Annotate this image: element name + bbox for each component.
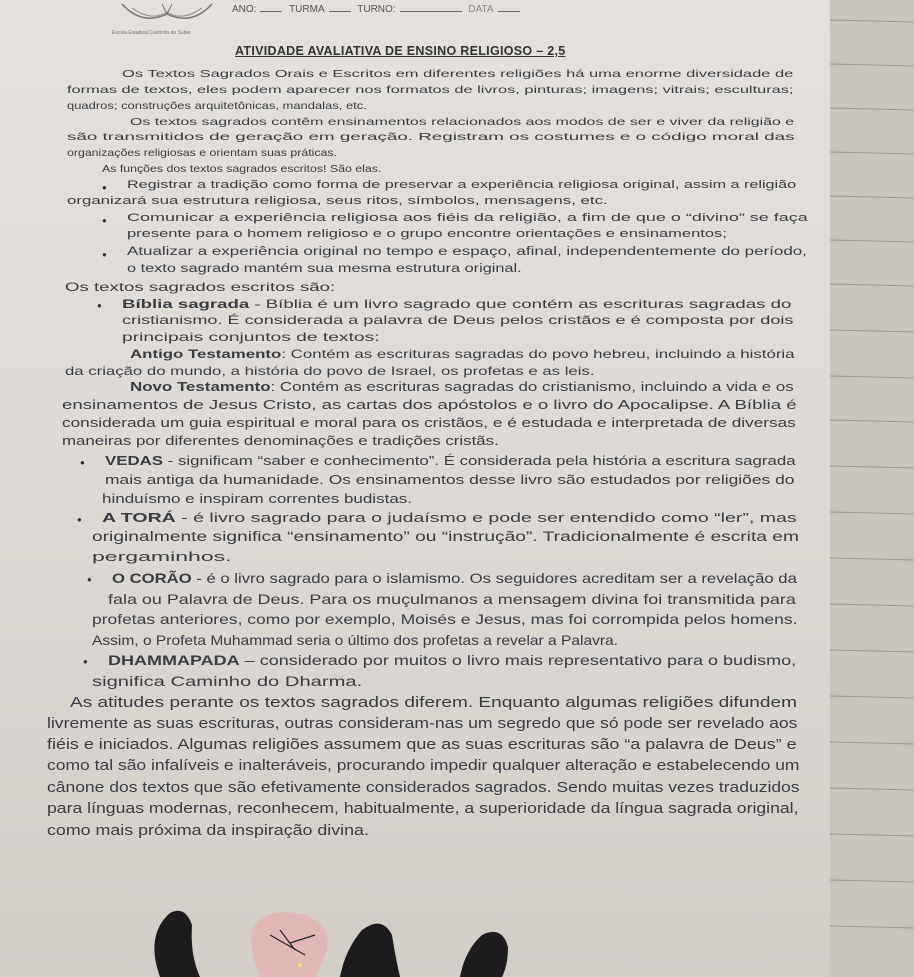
term-label: A TORÁ xyxy=(102,510,176,525)
text-line: Comunicar a experiência religiosa aos fiéis da religião, a fim de que o “divino” se faça xyxy=(127,212,808,224)
text-line: presente para o homem religioso e o grupo encontre orientações e ensinamentos; xyxy=(127,228,727,240)
text-line: para línguas modernas, reconhecem, habitualmente, a superioridade da língua sagrada original, xyxy=(47,800,799,817)
text-line: originalmente significa “ensinamento” ou “instrução”. Tradicionalmente é escrita em xyxy=(92,529,799,544)
bullet-icon: ● xyxy=(102,182,107,192)
text-line: Os textos sagrados contêm ensinamentos relacionados aos modos de ser e viver da religião e xyxy=(130,116,795,128)
bullet-icon: ● xyxy=(77,514,82,524)
bullet-icon: ● xyxy=(102,215,107,225)
text-line xyxy=(112,570,797,586)
text-line: pergaminhos. xyxy=(92,549,232,564)
turno-label: TURNO: xyxy=(357,4,396,15)
bullet-icon: ● xyxy=(83,656,88,666)
text-line: o texto sagrado mantém sua mesma estrutura original. xyxy=(127,263,522,275)
text-line xyxy=(130,347,795,361)
text-line: como mais próxima da inspiração divina. xyxy=(47,822,369,839)
turma-label: TURMA xyxy=(289,4,325,15)
term-description: : Contém as escrituras sagradas do povo hebreu, incluindo a história xyxy=(281,347,795,361)
text-line: significa Caminho do Dharma. xyxy=(92,673,363,689)
term-description: - é livro sagrado para o judaísmo e pode ser entendido como “ler”, mas xyxy=(175,510,797,525)
data-label: DATA xyxy=(468,4,494,15)
term-description: - Bíblia é um livro sagrado que contém as escrituras sagradas do xyxy=(249,297,792,311)
term-label: VEDAS xyxy=(105,453,164,468)
text-line: Os textos sagrados escritos são: xyxy=(65,280,336,294)
fingernails-photo xyxy=(130,895,580,977)
school-logo xyxy=(112,0,222,30)
term-label: DHAMMAPADA xyxy=(108,652,240,668)
notebook-edge xyxy=(830,0,914,977)
term-description: : Contém as escrituras sagradas do cristianismo, incluindo a vida e os xyxy=(270,380,794,394)
text-line xyxy=(105,453,796,468)
term-description: – considerado por muitos o livro mais representativo para o budismo, xyxy=(239,652,797,668)
text-line: principais conjuntos de textos: xyxy=(122,330,380,344)
page-title: ATIVIDADE AVALIATIVA DE ENSINO RELIGIOSO – 2,5 xyxy=(235,44,566,58)
text-line xyxy=(108,652,796,668)
school-logo-text: Escola Estadual Cantinho do Saber xyxy=(112,30,191,36)
text-line: organizações religiosas e orientam suas práticas. xyxy=(67,147,337,159)
text-line: são transmitidos de geração em geração. Registram os costumes e o código moral das xyxy=(67,131,795,143)
text-line: As atitudes perante os textos sagrados diferem. Enquanto algumas religiões difundem xyxy=(70,694,797,711)
text-line: fala ou Palavra de Deus. Para os muçulmanos a mensagem divina foi transmitida para xyxy=(108,591,796,607)
ano-field[interactable] xyxy=(260,11,282,12)
term-label: Bíblia sagrada xyxy=(122,297,250,311)
term-label: O CORÃO xyxy=(112,570,192,586)
text-line: Atualizar a experiência original no tempo e espaço, afinal, independentemente do período, xyxy=(127,246,807,258)
header-fields xyxy=(232,4,524,15)
text-line: como tal são infalíveis e inalteráveis, procurando impedir qualquer alteração e estabelecendo um xyxy=(47,757,800,774)
text-line: cristianismo. É considerada a palavra de Deus pelos cristãos e é composta por dois xyxy=(122,313,794,327)
text-line: hinduísmo e inspiram correntes budistas. xyxy=(102,491,413,506)
text-line: cânone dos textos que são efetivamente considerados sagrados. Sendo muitas vezes traduzidos xyxy=(47,779,800,796)
text-line xyxy=(102,510,797,525)
bullet-icon: ● xyxy=(102,250,107,260)
text-line: Os Textos Sagrados Orais e Escritos em diferentes religiões há uma enorme diversidade de xyxy=(122,68,794,80)
text-line xyxy=(130,380,794,394)
turno-field[interactable] xyxy=(400,11,462,12)
bullet-icon: ● xyxy=(97,301,102,311)
text-line: considerada um guia espiritual e moral para os cristãos, e é estudada e interpretada de diversas xyxy=(62,416,796,430)
data-field[interactable] xyxy=(498,11,520,12)
term-description: - significam “saber e conhecimento”. É considerada pela história a escritura sagrada xyxy=(163,453,796,468)
text-line: formas de textos, eles podem aparecer nos formatos de livros, pinturas; imagens; vitrais; esculturas; xyxy=(67,84,794,96)
text-line: organizará sua estrutura religiosa, seus ritos, símbolos, mensagens, etc. xyxy=(67,195,608,207)
text-line: As funções dos textos sagrados escritos! São elas. xyxy=(102,163,382,175)
ano-label: ANO: xyxy=(232,4,257,15)
text-line: livremente as suas escrituras, outras consideram-nas um segredo que só pode ser revelado aos xyxy=(47,715,798,732)
turma-field[interactable] xyxy=(329,11,351,12)
term-description: - é o livro sagrado para o islamismo. Os seguidores acreditam ser a revelação da xyxy=(191,570,797,586)
text-line: profetas anteriores, como por exemplo, Moisés e Jesus, mas foi corrompida pelos homens. xyxy=(92,611,798,627)
text-line: fiéis e iniciados. Algumas religiões assumem que as suas escrituras são “a palavra de Deus” e xyxy=(47,736,797,753)
text-line: Registrar a tradição como forma de preservar a experiência religiosa original, assim a religião xyxy=(127,179,797,191)
text-line: maneiras por diferentes denominações e tradições cristãs. xyxy=(62,434,499,448)
text-line xyxy=(122,297,791,311)
text-line: da criação do mundo, a história do povo de Israel, os profetas e as leis. xyxy=(65,364,595,378)
bullet-icon: ● xyxy=(80,457,85,467)
term-label: Novo Testamento xyxy=(130,380,271,394)
bullet-icon: ● xyxy=(87,574,92,584)
term-label: Antigo Testamento xyxy=(130,347,282,361)
text-line: ensinamentos de Jesus Cristo, as cartas dos apóstolos e o livro do Apocalipse. A Bíblia é xyxy=(62,398,797,412)
text-line: mais antiga da humanidade. Os ensinamentos desse livro são estudados por religiões do xyxy=(105,472,795,487)
text-line: Assim, o Profeta Muhammad seria o último dos profetas a revelar a Palavra. xyxy=(92,632,619,648)
text-line: quadros; construções arquitetônicas, mandalas, etc. xyxy=(67,100,367,112)
